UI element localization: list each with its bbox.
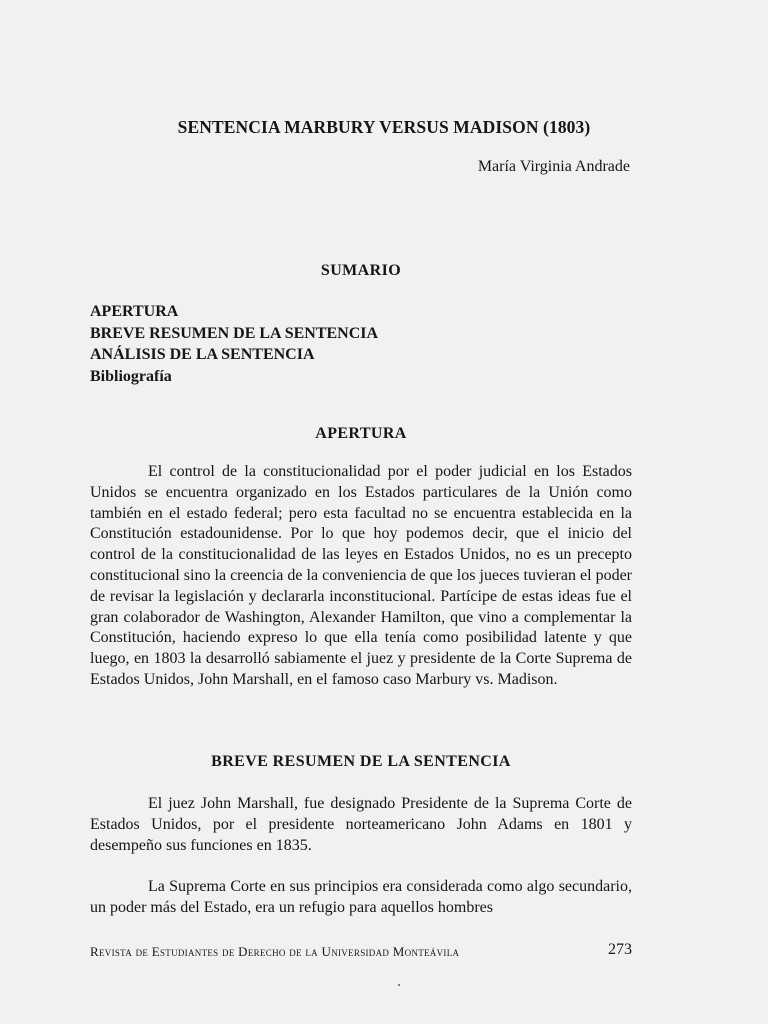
resumen-paragraph-2: La Suprema Corte en sus principios era considerada como algo secundario, un poder más del Estado, era un refugio para aquellos hombres xyxy=(90,878,632,916)
apertura-paragraph: El control de la constitucionalidad por el poder judicial en los Estados Unidos se encuentra organizado en los Estados particulares de la Unión como también en el estado federal; pero esta facultad no se encuentra establecida en la Constitución estadounidense. Por lo que hoy podemos decir, que el inicio del control de la constitucionalidad de las leyes en Estados Unidos, no es un precepto constitucional sino la creencia de la conveniencia de que los jueces tuvieran el poder de revisar la legislación y declararla inconstitucional. Partícipe de estas ideas fue el gran colaborador de Washington, Alexander Hamilton, que vino a complementar la Constitución, haciendo expreso lo que ella tenía como posibilidad latente y que luego, en 1803 la desarrolló sabiamente el juez y presidente de la Corte Suprema de Estados Unidos, John Marshall, en el famoso caso Marbury vs. Madison. xyxy=(90,463,632,688)
resumen-heading: BREVE RESUMEN DE LA SENTENCIA xyxy=(211,753,511,770)
sumario-heading: SUMARIO xyxy=(320,262,402,279)
page-number: 273 xyxy=(608,941,632,958)
journal-footer: Revista de Estudiantes de Derecho de la Universidad Monteávila xyxy=(90,944,460,959)
resumen-paragraph-1: El juez John Marshall, fue designado Presidente de la Suprema Corte de Estados Unidos, por el presidente norteamericano John Adams en 1801 y desempeño sus funciones en 1835. xyxy=(90,795,632,854)
sumario-item: Bibliografía xyxy=(90,367,172,385)
apertura-heading: APERTURA xyxy=(315,425,407,442)
sumario-list xyxy=(90,301,378,387)
author-name: María Virginia Andrade xyxy=(477,158,630,175)
article-title: SENTENCIA MARBURY VERSUS MADISON (1803) xyxy=(177,117,591,137)
scan-speck xyxy=(398,984,400,986)
sumario-item: BREVE RESUMEN DE LA SENTENCIA xyxy=(90,324,379,342)
sumario-item: APERTURA xyxy=(90,303,179,320)
sumario-item: ANÁLISIS DE LA SENTENCIA xyxy=(90,346,315,363)
